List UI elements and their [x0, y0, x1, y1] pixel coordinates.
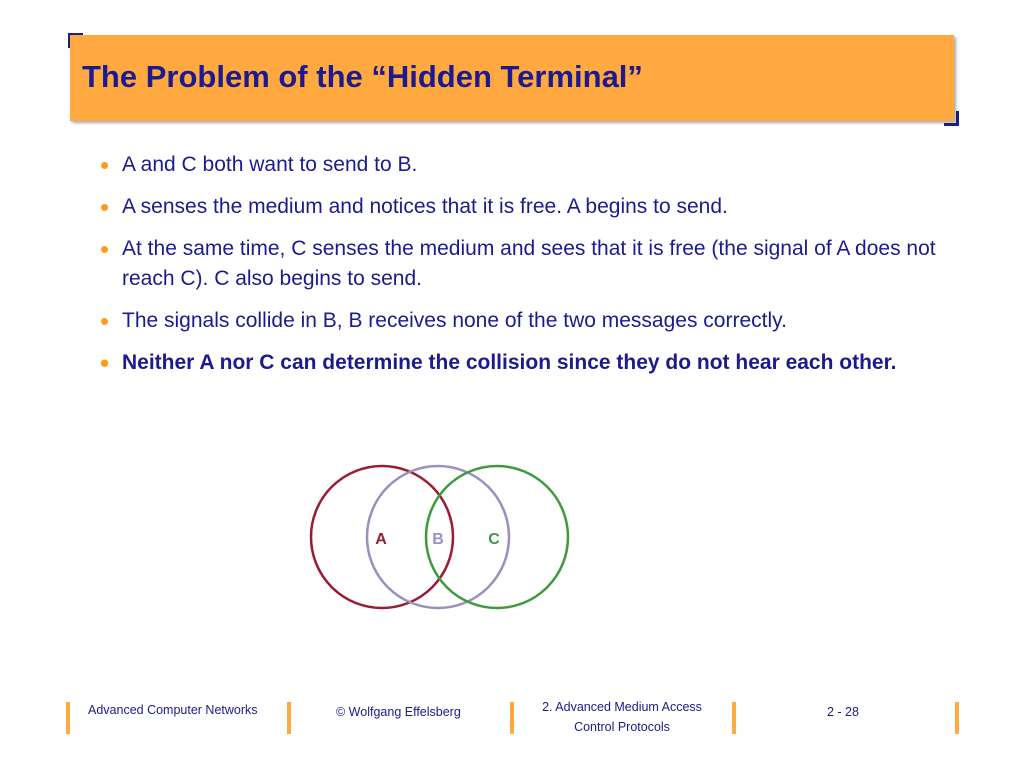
node-label-c: C [488, 531, 500, 548]
footer-chapter-line1: 2. Advanced Medium Access [542, 700, 702, 714]
bullet-icon: • [100, 192, 110, 222]
bullet-item [100, 234, 960, 294]
bullet-icon: • [100, 348, 110, 378]
bullet-item-emphasized [100, 348, 960, 378]
bullet-icon: • [100, 150, 110, 180]
title-box [70, 35, 954, 121]
footer-divider [66, 702, 70, 734]
node-label-b: B [432, 531, 444, 548]
bullet-text: A senses the medium and notices that it is free. A begins to send. [122, 195, 728, 218]
footer-course: Advanced Computer Networks [88, 703, 258, 717]
slide-title: The Problem of the “Hidden Terminal” [82, 59, 643, 94]
bullet-text: A and C both want to send to B. [122, 153, 418, 176]
bullet-icon: • [100, 234, 110, 264]
hidden-terminal-diagram [300, 455, 580, 620]
bullet-item [100, 150, 960, 180]
footer-divider [510, 702, 514, 734]
footer-chapter [522, 697, 722, 737]
bullet-item [100, 192, 960, 222]
footer-page-number: 2 - 28 [827, 705, 859, 719]
title-banner [70, 35, 957, 124]
footer-divider [955, 702, 959, 734]
bullet-item [100, 306, 960, 336]
footer-copyright: © Wolfgang Effelsberg [336, 705, 461, 719]
footer-chapter-line2: Control Protocols [574, 720, 670, 734]
footer-divider [287, 702, 291, 734]
bullet-text: Neither A nor C can determine the collision since they do not hear each other. [122, 351, 897, 374]
node-label-a: A [375, 531, 387, 548]
bullet-list [100, 150, 960, 390]
bullet-text: The signals collide in B, B receives none of the two messages correctly. [122, 309, 787, 332]
bullet-icon: • [100, 306, 110, 336]
bullet-text: At the same time, C senses the medium and sees that it is free (the signal of A does not reach C). C also begins to send. [122, 237, 936, 290]
footer-divider [732, 702, 736, 734]
